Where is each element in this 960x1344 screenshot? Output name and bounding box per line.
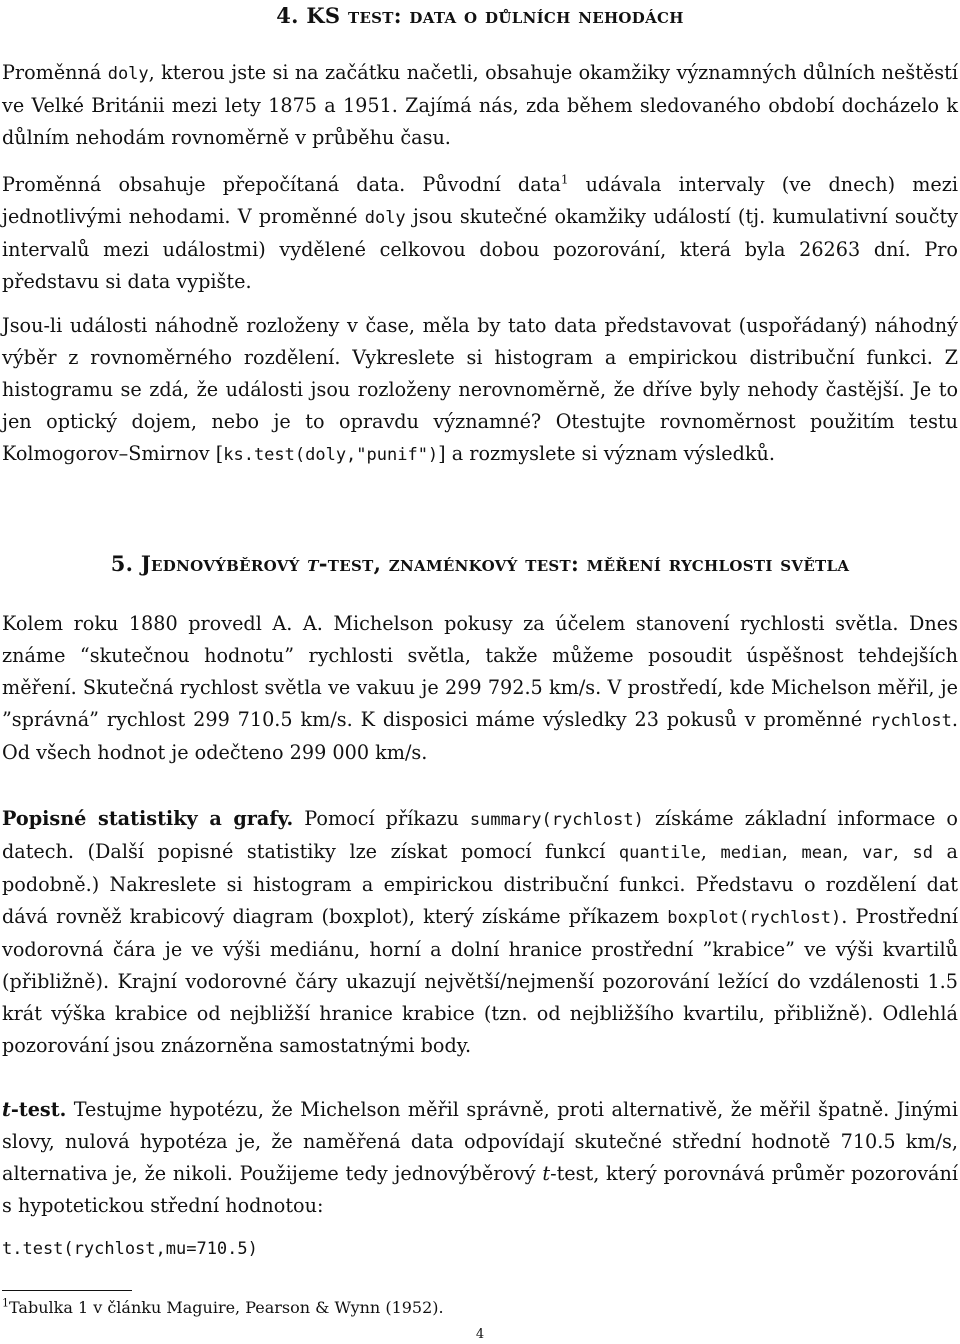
text: ,	[700, 840, 721, 863]
section-4-paragraph-3	[2, 310, 958, 471]
code-summary: summary(rychlost)	[469, 810, 644, 830]
heading-text: 5. Jednovýběrový	[110, 551, 308, 576]
section-5-paragraph-t-test	[2, 1094, 958, 1222]
text: Proměnná obsahuje přepočítaná data. Původní data	[2, 173, 561, 196]
section-5-heading	[0, 550, 960, 578]
code-median: median	[720, 843, 782, 863]
heading-italic-t: t	[307, 551, 319, 576]
text: Proměnná	[2, 61, 108, 84]
paragraph-lead: -test.	[10, 1098, 67, 1121]
text: ,	[892, 840, 913, 863]
text: ] a rozmyslete si význam výsledků.	[438, 442, 776, 465]
text: získáme základní informace o datech. (Další popisné statistiky lze získat pomocí funkcí	[2, 807, 958, 863]
section-4-paragraph-1	[2, 57, 958, 154]
code-ks-test: ks.test(doly,"punif")	[223, 445, 439, 465]
footnote-text: Tabulka 1 v článku Maguire, Pearson & Wynn (1952).	[9, 1298, 444, 1317]
text: . Prostřední vodorovná čára je ve výši mediánu, horní a dolní hranice prostřední ”krabice” ve výši kvartilů (přibližně). Krajní vodorovné čáry ukazují největší/nejmenší pozorování ležící do vzdálenosti 1.5 krát výška krabice od nejbližší hranice krabice (tzn. od nejbližšího kvartilu, přibližně). Odlehlá pozorování jsou znázorněna samostatnými body.	[2, 905, 958, 1057]
heading-text: -test, znaménkový test: měření rychlosti světla	[318, 551, 850, 576]
text: ,	[781, 840, 802, 863]
text: -test, který porovnává průměr pozorování s hypotetickou střední hodnotou:	[2, 1162, 958, 1217]
code-doly: doly	[107, 64, 149, 84]
code-var: var	[862, 843, 893, 863]
section-4	[0, 2, 960, 30]
code-quantile: quantile	[618, 843, 701, 863]
code-boxplot: boxplot(rychlost)	[667, 908, 842, 928]
footnote-reference[interactable]: 1	[560, 172, 569, 187]
text: . Od všech hodnot je odečteno 299 000 km/s.	[2, 708, 958, 764]
footnote-rule	[2, 1290, 132, 1291]
text: , kterou jste si na začátku načetli, obsahuje okamžiky významných důlních neštěstí ve Velké Británii mezi lety 1875 a 1951. Zajímá nás, zda během sledovaného období docházelo k důlním nehodám rovnoměrně v průběhu času.	[2, 61, 958, 149]
section-5	[0, 550, 960, 578]
text: Jsou-li události náhodně rozloženy v čase, měla by tato data představovat (uspořádaný) náhodný výběr z rovnoměrného rozdělení. Vykreslete si histogram a empirickou distribuční funkci. Z histogramu se zdá, že události jsou rozloženy nerovnoměrně, že dříve byly nehody častější. Je to jen optický dojem, nebo je to opravdu významné? Otestujte rovnoměrnost použitím testu Kolmogorov–Smirnov [	[2, 314, 958, 465]
code-t-test: t.test(rychlost,mu=710.5)	[2, 1239, 258, 1259]
text: Pomocí příkazu	[293, 807, 470, 830]
code-mean: mean	[801, 843, 843, 863]
footnote	[2, 1296, 444, 1320]
text: udávala intervaly (ve dnech) mezi jednotlivými nehodami. V proměnné	[2, 173, 959, 228]
paragraph-lead-italic: t	[2, 1098, 11, 1121]
section-4-paragraph-2	[2, 169, 958, 298]
text: Kolem roku 1880 provedl A. A. Michelson pokusy za účelem stanovení rychlosti světla. Dnes známe “skutečnou hodnotu” rychlosti světla, takže můžeme posoudit úspěšnost tehdejších měření. Skutečná rychlost světla ve vakuu je 299 792.5 km/s. V prostředí, kde Michelson měřil, je ”správná” rychlost 299 710.5 km/s. K disposici máme výsledky 23 pokusů v proměnné	[2, 612, 958, 731]
section-4-heading: 4. KS test: data o důlních nehodách	[276, 3, 684, 28]
code-doly: doly	[364, 208, 406, 228]
paragraph-lead: Popisné statistiky a grafy.	[2, 807, 294, 830]
footnote-number: 1	[2, 1296, 9, 1310]
code-sd: sd	[912, 843, 933, 863]
page-number: 4	[475, 1327, 485, 1342]
text-italic-t: t	[542, 1162, 551, 1185]
text: Testujme hypotézu, že Michelson měřil správně, proti alternativě, že měřil špatně. Jinými slovy, nulová hypotéza je, že naměřená data odpovídají skutečné střední hodnotě 710.5 km/s, alternativa je, že nikoli. Použijeme tedy jednovýběrový	[2, 1098, 958, 1185]
text: ,	[842, 840, 863, 863]
section-5-paragraph-1	[2, 608, 958, 769]
section-5-paragraph-descriptive-stats	[2, 803, 958, 1062]
text: jsou skutečné okamžiky událostí (tj. kumulativní součty intervalů mezi událostmi) vydělené celkovou dobou pozorování, která byla 26263 dní. Pro představu si data vypište.	[2, 205, 958, 293]
text: a podobně.) Nakreslete si histogram a empirickou distribuční funkci. Představu o rozdělení dat dává rovněž krabicový diagram (boxplot), který získáme příkazem	[2, 840, 958, 928]
code-rychlost: rychlost	[870, 711, 952, 731]
